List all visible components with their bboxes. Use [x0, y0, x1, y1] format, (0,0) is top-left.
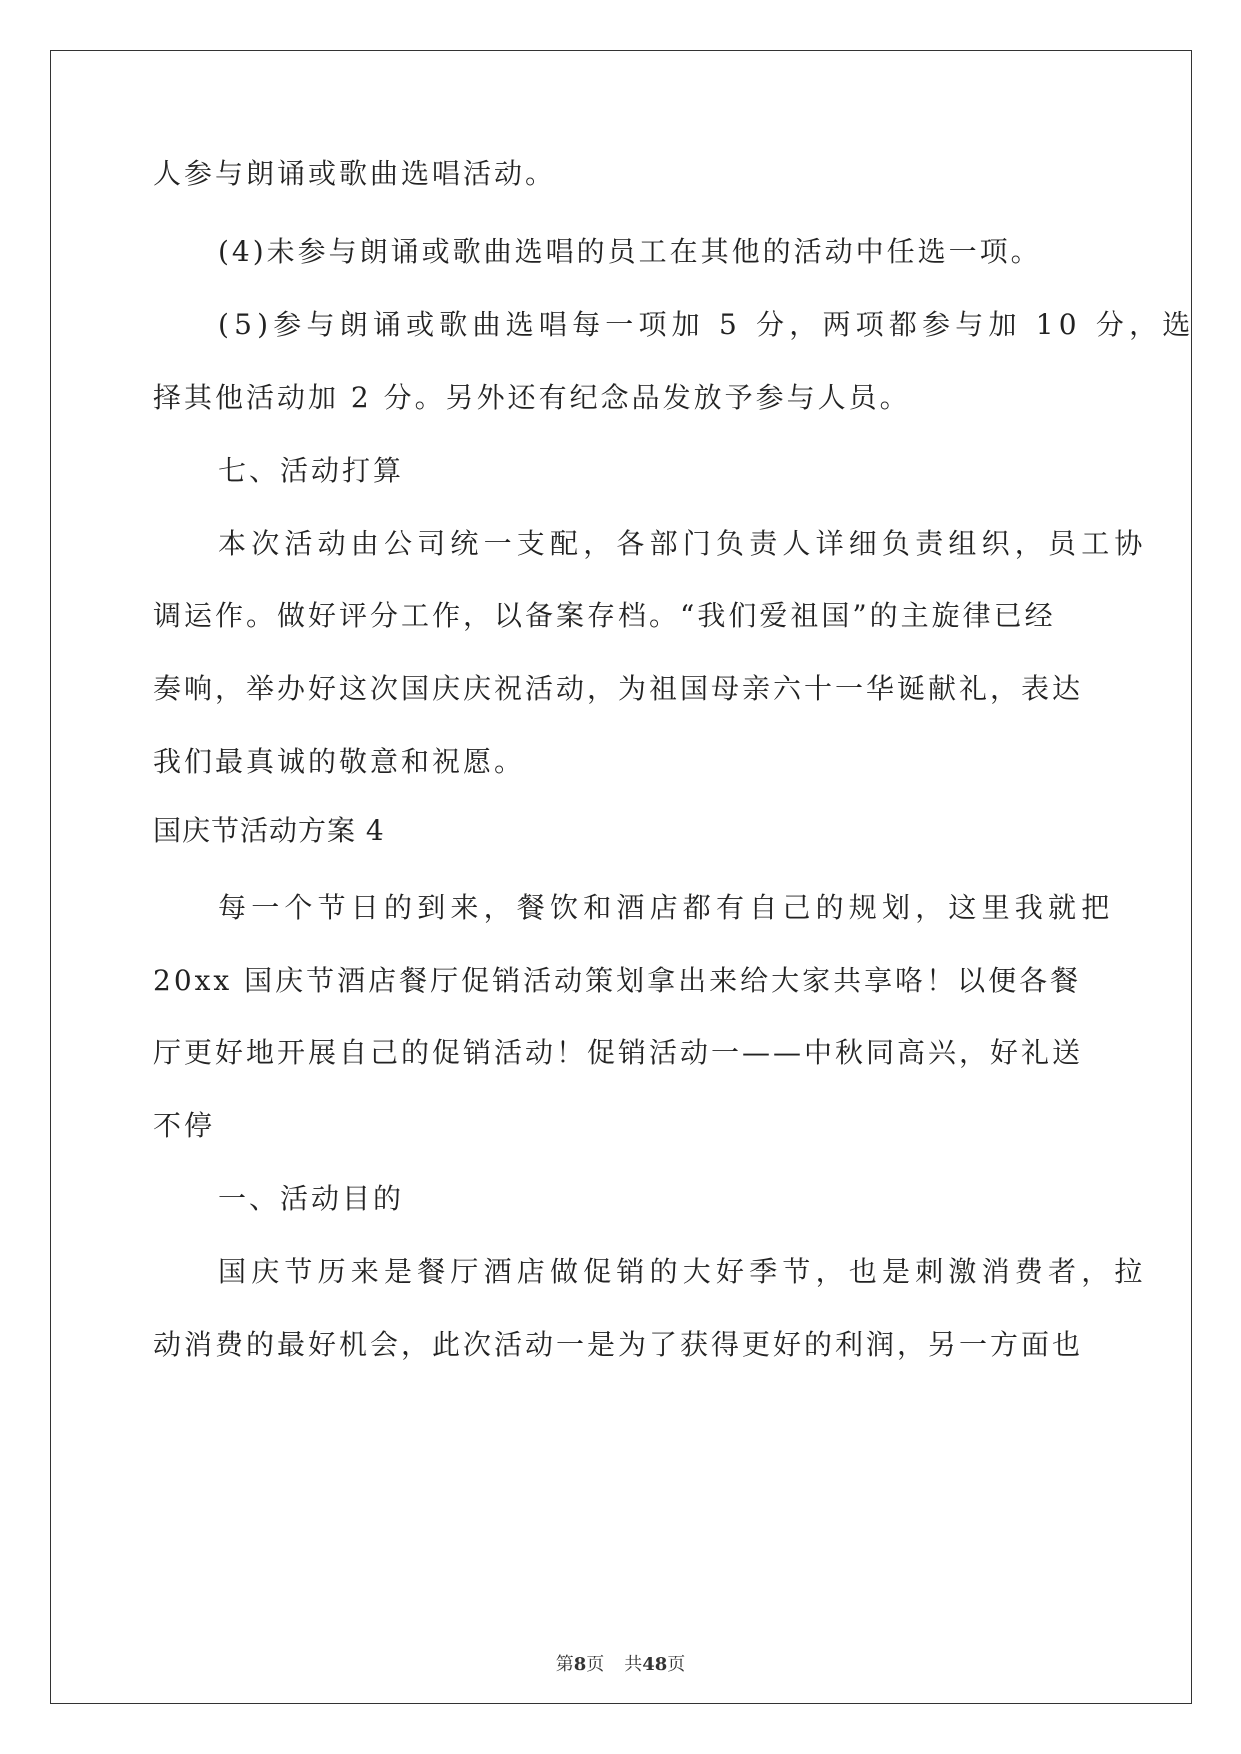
total-pages: 48 — [642, 1654, 668, 1675]
page-prefix: 第 — [555, 1654, 574, 1675]
total-prefix: 共 — [624, 1654, 643, 1675]
total-suffix: 页 — [667, 1654, 686, 1675]
body-line: 厅更好地开展自己的促销活动！促销活动一——中秋同高兴，好礼送 — [153, 1036, 1084, 1069]
body-line: 国庆节历来是餐厅酒店做促销的大好季节，也是刺激消费者，拉 — [218, 1255, 1148, 1288]
list-item-5: (5)参与朗诵或歌曲选唱每一项加 5 分，两项都参与加 10 分，选 — [218, 308, 1196, 341]
body-line: 人参与朗诵或歌曲选唱活动。 — [153, 157, 557, 190]
plan-title: 国庆节活动方案 4 — [153, 814, 385, 847]
body-line: 20xx 国庆节酒店餐厅促销活动策划拿出来给大家共享咯！以便各餐 — [153, 964, 1082, 997]
body-line: 调运作。做好评分工作，以备案存档。“我们爱祖国”的主旋律已经 — [153, 599, 1056, 632]
page-footer — [0, 1653, 1241, 1677]
body-line: 择其他活动加 2 分。另外还有纪念品发放予参与人员。 — [153, 381, 911, 414]
body-line: 我们最真诚的敬意和祝愿。 — [153, 745, 526, 778]
body-line: 不停 — [153, 1109, 216, 1142]
page-current: 8 — [573, 1654, 587, 1675]
body-line: 奏响，举办好这次国庆庆祝活动，为祖国母亲六十一华诞献礼，表达 — [153, 672, 1084, 705]
section-heading: 一、活动目的 — [218, 1182, 405, 1215]
section-heading: 七、活动打算 — [218, 454, 405, 487]
body-line: 动消费的最好机会，此次活动一是为了获得更好的利润，另一方面也 — [153, 1328, 1084, 1361]
body-line: 每一个节日的到来，餐饮和酒店都有自己的规划，这里我就把 — [218, 891, 1115, 924]
list-item-4: (4)未参与朗诵或歌曲选唱的员工在其他的活动中任选一项。 — [218, 235, 1042, 268]
body-line: 本次活动由公司统一支配，各部门负责人详细负责组织，员工协 — [218, 527, 1148, 560]
page-suffix: 页 — [586, 1654, 605, 1675]
page-border — [50, 50, 1192, 1704]
